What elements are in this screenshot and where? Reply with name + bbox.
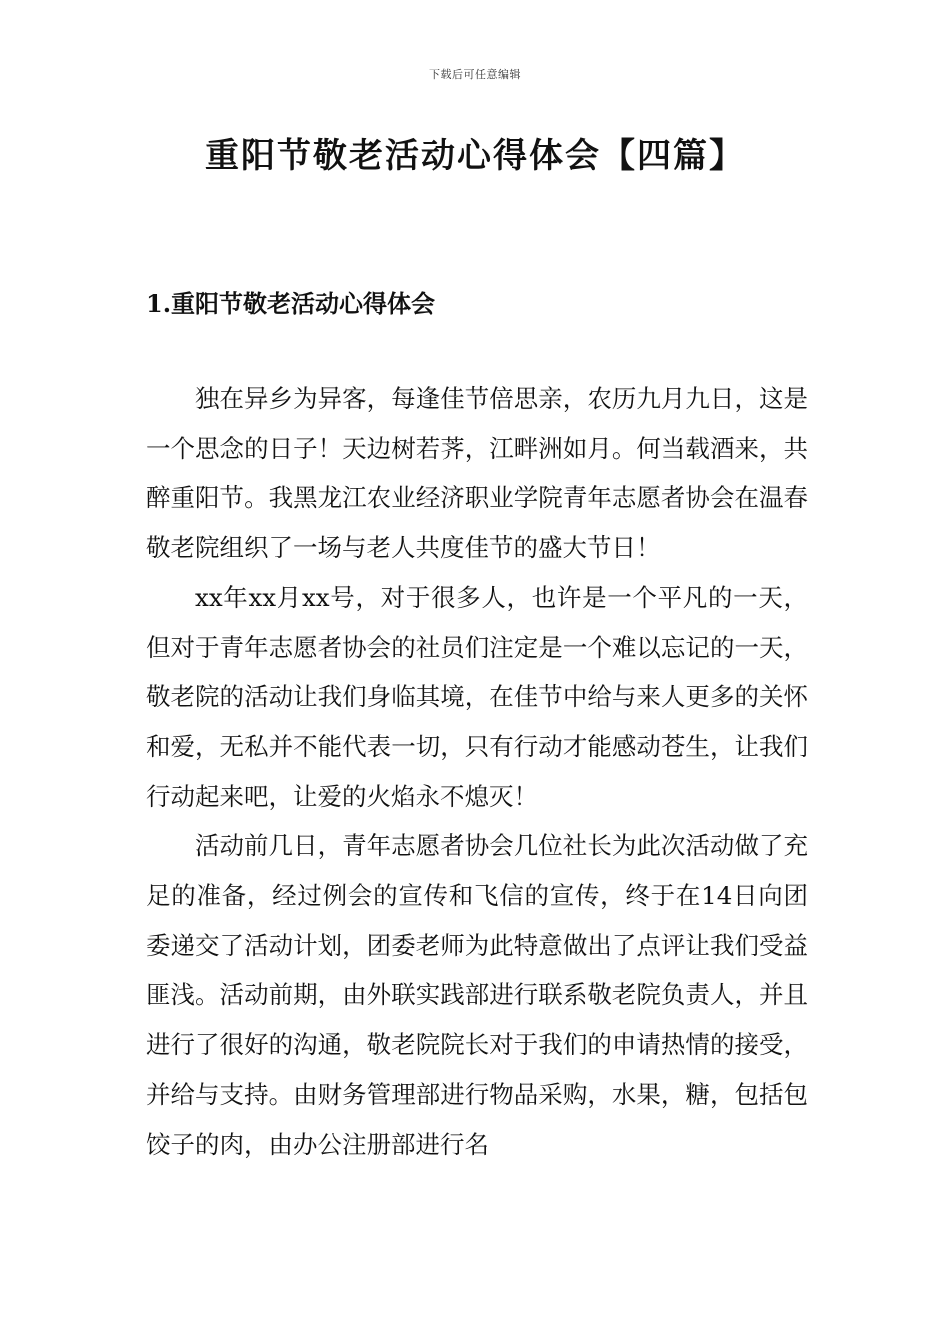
paragraph-3: 活动前几日，青年志愿者协会几位社长为此次活动做了充足的准备，经过例会的宣传和飞信的宣传，终于在14日向团委递交了活动计划，团委老师为此特意做出了点评让我们受益匪浅。活动前期，由外联实践部进行联系敬老院负责人，并且进行了很好的沟通，敬老院院长对于我们的申请热情的接受，并给与支持。由财务管理部进行物品采购，水果，糖，包括包饺子的肉，由办公注册部进行名 — [146, 831, 808, 1159]
document-title: 重阳节敬老活动心得体会【四篇】 — [205, 136, 745, 176]
paragraph-2: xx年xx月xx号，对于很多人，也许是一个平凡的一天，但对于青年志愿者协会的社员们注定是一个难以忘记的一天，敬老院的活动让我们身临其境，在佳节中给与来人更多的关怀和爱，无私并不能代表一切，只有行动才能感动苍生，让我们行动起来吧，让爱的火焰永不熄灭！ — [146, 582, 808, 811]
section-heading: 1.重阳节敬老活动心得体会 — [146, 289, 436, 318]
body-text — [146, 374, 808, 1169]
paragraph-1: 独在异乡为异客，每逢佳节倍思亲，农历九月九日，这是一个思念的日子！天边树若荠，江畔洲如月。何当载酒来，共醉重阳节。我黑龙江农业经济职业学院青年志愿者协会在温春敬老院组织了一场与老人共度佳节的盛大节日！ — [146, 384, 808, 563]
header-note: 下载后可任意编辑 — [429, 68, 521, 81]
